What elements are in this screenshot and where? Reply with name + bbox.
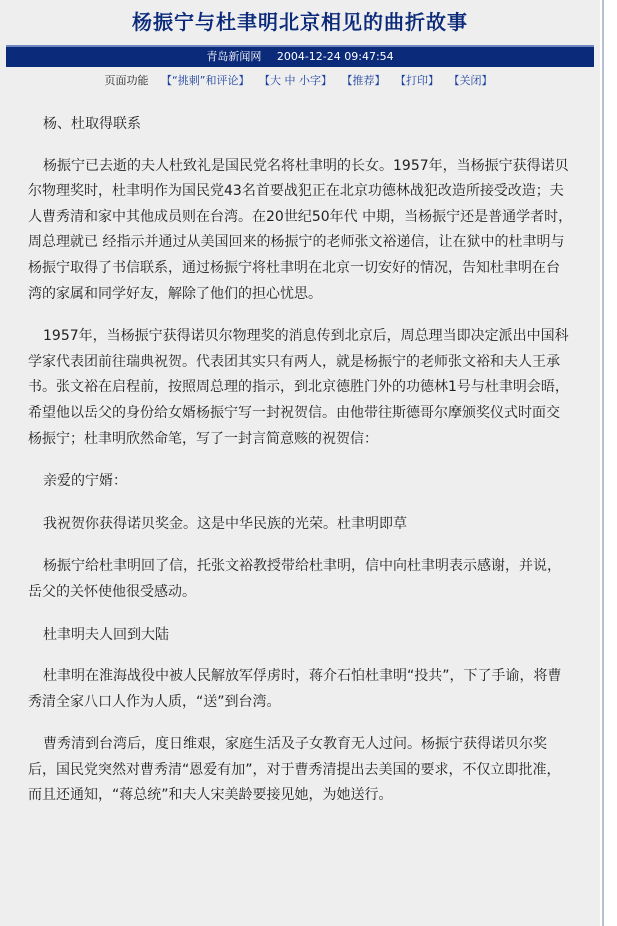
article-source: 青岛新闻网 (206, 50, 262, 63)
article-paragraph: 杜聿明在淮海战役中被人民解放军俘虏时，蒋介石怕杜聿明“投共”，下了手谕，将曹秀清全家八口人作为人质，“送”到台湾。 (28, 668, 562, 710)
article-paragraph: 杨振宁已去逝的夫人杜致礼是国民党名将杜聿明的长女。1957年，当杨振宁获得诺贝尔物理奖时，杜聿明作为国民党43名首要战犯正在北京功德林战犯改造所接受改造；夫人曹秀清和家中其他成员则在台湾。在20世纪50年代 中期，当杨振宁还是普通学者时，周总理就已 经指示并通过从美国回来的杨振宁的老师张文裕递信，让在狱中的杜聿明与杨振宁取得了书信联系，通过杨振宁将杜聿明在北京一切安好的情况，告知杜聿明在台湾的家属和同学好友，解除了他们的担心忧思。 (28, 157, 573, 302)
section-heading: 杨、杜取得联系 (43, 116, 141, 132)
article-paragraph: 曹秀清到台湾后，度日维艰，家庭生活及子女教育无人过问。杨振宁获得诺贝尔奖后，国民党突然对曹秀清“恩爱有加”，对于曹秀清提出去美国的要求，不仅立即批准，而且还通知，“蒋总统”和夫人宋美龄要接见她，为她送行。 (28, 736, 561, 804)
letter-salutation: 亲爱的宁婿： (43, 473, 127, 490)
article-meta-bar (6, 45, 594, 67)
section-heading: 杜聿明夫人回到大陆 (43, 626, 169, 643)
article-datetime: 2004-12-24 09:47:54 (276, 50, 394, 63)
recommend-link[interactable]: 【推荐】 (341, 74, 386, 87)
page-title: 杨振宁与杜聿明北京相见的曲折故事 (132, 10, 468, 34)
comment-link[interactable]: 【“挑刺”和评论】 (161, 74, 250, 87)
print-link[interactable]: 【打印】 (394, 74, 439, 87)
close-link[interactable]: 【关闭】 (448, 74, 493, 87)
page-functions-label: 页面功能 (104, 74, 149, 87)
right-border (600, 0, 617, 926)
page-functions-bar (0, 72, 600, 88)
font-size-link[interactable]: 【大 中 小字】 (258, 74, 332, 87)
article-paragraph: 1957年，当杨振宁获得诺贝尔物理奖的消息传到北京后，周总理当即决定派出中国科学家代表团前往瑞典祝贺。代表团其实只有两人，就是杨振宁的老师张文裕和夫人王承书。张文裕在启程前，按照周总理的指示，到北京德胜门外的功德林1号与杜聿明会晤，希望他以岳父的身份给女婿杨振宁写一封祝贺信。由他带往斯德哥尔摩颁奖仪式时面交杨振宁；杜聿明欣然命笔，写了一封言简意赅的祝贺信： (28, 328, 569, 447)
right-border-line (602, 0, 604, 926)
letter-body: 我祝贺你获得诺贝奖金。这是中华民族的光荣。杜聿明即草 (43, 515, 407, 532)
article-body (28, 112, 573, 826)
article-paragraph: 杨振宁给杜聿明回了信，托张文裕教授带给杜聿明，信中向杜聿明表示感谢，并说，岳父的关怀使他很受感动。 (28, 558, 561, 600)
